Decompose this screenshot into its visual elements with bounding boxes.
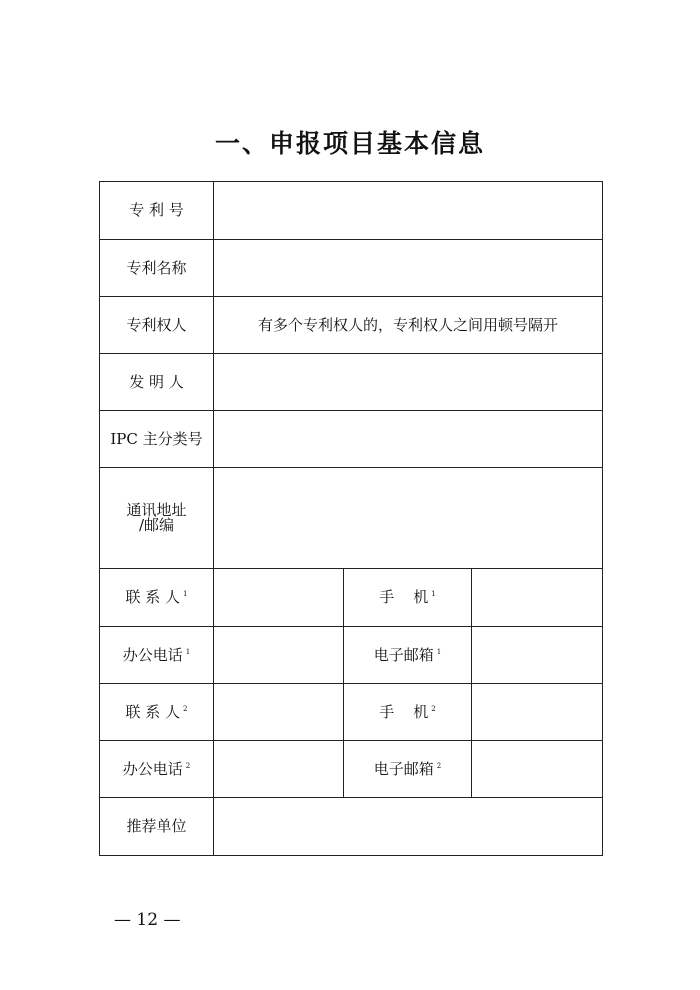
contact2-footnote-mark: 2 — [183, 704, 188, 713]
address-label-line1: 通讯地址 — [126, 501, 187, 519]
row-ipc — [100, 411, 603, 468]
address-field[interactable] — [214, 468, 603, 569]
contact2-label: 联 系 人 $^2$ — [100, 684, 214, 741]
row-contact-2 — [100, 684, 603, 741]
row-address — [100, 468, 603, 569]
office-phone1-footnote-mark: 1 — [185, 647, 191, 656]
email2-label: 电子邮箱 $^2$ — [344, 741, 472, 798]
patentee-hint: 有多个专利权人的，专利权人之间用顿号隔开 — [258, 315, 559, 334]
row-inventor — [100, 354, 603, 411]
project-info-table — [99, 181, 603, 856]
office-phone1-field[interactable] — [214, 627, 344, 684]
email1-footnote-mark: 1 — [436, 647, 442, 656]
row-patentee — [100, 297, 603, 354]
office-phone2-field[interactable] — [214, 741, 344, 798]
ipc-field[interactable] — [214, 411, 603, 468]
contact2-field[interactable] — [214, 684, 344, 741]
row-office-1 — [100, 627, 603, 684]
mobile2-field[interactable] — [472, 684, 603, 741]
office-phone2-label: 办公电话 $^2$ — [100, 741, 214, 798]
recommender-field[interactable] — [214, 798, 603, 856]
inventor-label: 发 明 人 — [100, 354, 214, 411]
page-number: — 12 — — [114, 910, 181, 930]
patentee-label: 专利权人 — [100, 297, 214, 354]
page-title: 一、申报项目基本信息 — [214, 129, 485, 158]
patentee-field[interactable] — [214, 297, 603, 354]
email1-label: 电子邮箱 $^1$ — [344, 627, 472, 684]
row-office-2 — [100, 741, 603, 798]
row-patent-name — [100, 240, 603, 297]
inventor-field[interactable] — [214, 354, 603, 411]
patent-name-field[interactable] — [214, 240, 603, 297]
mobile1-field[interactable] — [472, 569, 603, 627]
patent-number-field[interactable] — [214, 182, 603, 240]
patent-name-label: 专利名称 — [100, 240, 214, 297]
mobile2-label: 手 机 $^2$ — [344, 684, 472, 741]
row-recommender — [100, 798, 603, 856]
row-patent-number — [100, 182, 603, 240]
address-label-line2: /邮编 — [138, 516, 175, 534]
mobile1-footnote-mark: 1 — [431, 590, 436, 598]
mobile2-footnote-mark: 2 — [431, 704, 436, 713]
row-contact-1 — [100, 569, 603, 627]
address-label — [100, 468, 214, 569]
email2-field[interactable] — [472, 741, 603, 798]
office-phone2-footnote-mark: 2 — [185, 761, 191, 770]
recommender-label: 推荐单位 — [100, 798, 214, 856]
contact1-label: 联 系 人 $^1$ — [100, 569, 214, 627]
mobile1-label: 手 机 $^1$ — [344, 569, 472, 627]
contact1-footnote-mark: 1 — [183, 590, 188, 598]
email1-field[interactable] — [472, 627, 603, 684]
email2-footnote-mark: 2 — [436, 761, 442, 770]
office-phone1-label: 办公电话 $^1$ — [100, 627, 214, 684]
patent-number-label: 专 利 号 — [100, 182, 214, 240]
contact1-field[interactable] — [214, 569, 344, 627]
ipc-label: IPC 主分类号 — [100, 411, 214, 468]
